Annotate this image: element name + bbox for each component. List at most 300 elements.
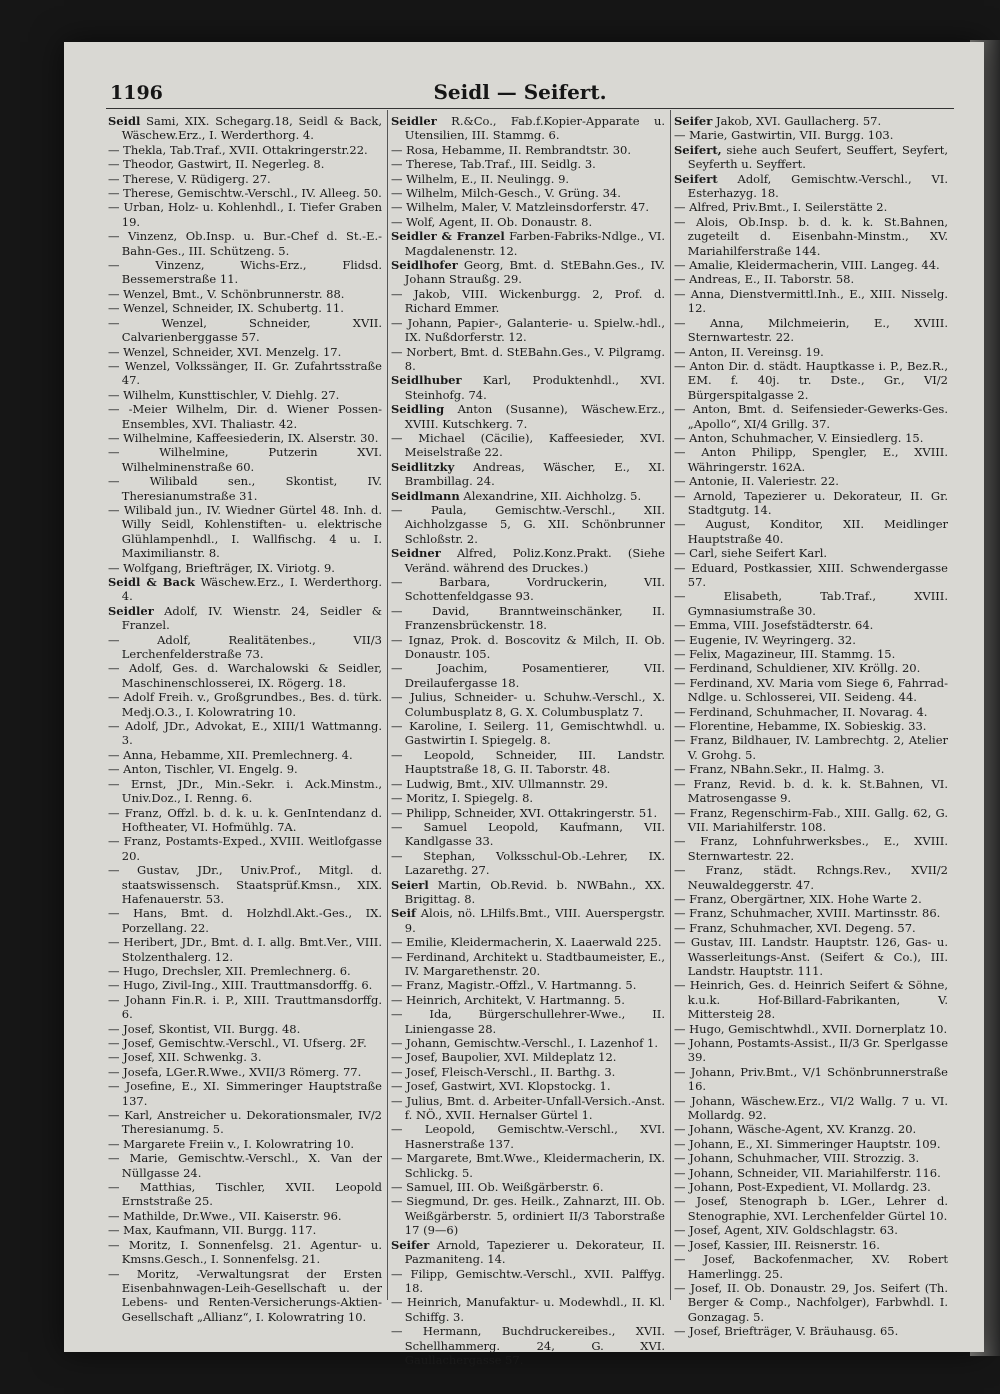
entry-text: — Andreas, E., II. Taborstr. 58.: [674, 272, 855, 287]
entry-surname: Seidlhofer: [391, 258, 458, 273]
entry-text: Adolf, IV. Wienstr. 24, Seidler & Franzel.: [121, 603, 383, 633]
column-2: [391, 114, 665, 1367]
entry-text: — Julius, Schneider- u. Schuhw.-Verschl., X. Columbusplatz 8, G. X. Columbusplatz 7.: [391, 690, 665, 719]
directory-entry: [391, 143, 665, 157]
directory-entry: [391, 1079, 665, 1093]
entry-text: — Michael (Cäcilie), Kaffeesieder, XVI. Meiselstraße 22.: [391, 430, 665, 460]
directory-entry: [391, 402, 665, 431]
entry-text: — Anton Dir. d. städt. Hauptkasse i. P., Bez.R., EM. f. 40j. tr. Dste., Gr., VI/2 Bürgerspitalgasse 2.: [674, 358, 948, 402]
entry-text: — Max, Kaufmann, VII. Burgg. 117.: [108, 1223, 317, 1238]
directory-entry: [674, 1223, 948, 1237]
entry-text: Alfred, Poliz.Konz.Prakt. (Siehe Veränd. während des Druckes.): [404, 546, 665, 575]
entry-text: — Wenzel, Bmt., V. Schönbrunnerstr. 88.: [108, 286, 345, 301]
entry-text: — Therese, Tab.Traf., III. Seidlg. 3.: [391, 157, 596, 172]
directory-entry: [391, 806, 665, 820]
entry-text: — Johann, Papier-, Galanterie- u. Spielw.-hdl., IX. Nußdorferstr. 12.: [391, 315, 665, 345]
directory-entry: [391, 748, 665, 777]
directory-entry: [674, 517, 948, 546]
entry-text: — Josef, Gemischtw.-Verschl., VI. Ufserg. 2F.: [108, 1036, 367, 1050]
directory-entry: [391, 287, 665, 316]
entry-text: — Hugo, Drechsler, XII. Premlechnerg. 6.: [108, 963, 351, 978]
entry-text: — Anton, II. Vereinsg. 19.: [674, 344, 824, 359]
entry-surname: Seidner: [391, 546, 441, 561]
directory-entry: [674, 863, 948, 892]
entry-text: — Filipp, Gemischtw.-Verschl., XVII. Palffyg. 18.: [391, 1266, 665, 1295]
column-1: [108, 114, 382, 1324]
entry-text: — Johann, Postamts-Assist., II/3 Gr. Sperlgasse 39.: [674, 1036, 948, 1065]
entry-text: — Johann, Schuhmacher, VIII. Strozzig. 3.: [674, 1151, 920, 1166]
entry-text: — Wilhelm, Kunsttischler, V. Diehlg. 27.: [108, 387, 340, 402]
entry-text: — Julius, Bmt. d. Arbeiter-Unfall-Versich.-Anst. f. NÖ., XVII. Hernalser Gürtel 1.: [391, 1093, 665, 1123]
entry-text: — Anna, Milchmeierin, E., XVIII. Sternwartestr. 22.: [674, 315, 948, 345]
entry-text: Adolf, Gemischtw.-Verschl., VI. Esterhazyg. 18.: [687, 171, 948, 201]
entry-surname: Seifert: [674, 171, 718, 186]
entry-text: — Ignaz, Prok. d. Boscovitz & Milch, II. Ob. Donaustr. 105.: [391, 632, 665, 662]
directory-entry: [108, 258, 382, 287]
directory-entry: [391, 1122, 665, 1151]
entry-surname: Seif: [391, 906, 416, 921]
entry-text: Alois, nö. LHilfs.Bmt., VIII. Auerspergstr. 9.: [404, 906, 665, 935]
directory-entry: [391, 661, 665, 690]
directory-entry: [674, 978, 948, 1021]
entry-text: — Johann, Gemischtw.-Verschl., I. Lazenhof 1.: [391, 1036, 658, 1050]
entry-text: — Anton Philipp, Spengler, E., XVIII. Währingerstr. 162A.: [674, 445, 948, 474]
column-3: [674, 114, 948, 1339]
directory-entry: [108, 575, 382, 604]
directory-entry: [108, 1108, 382, 1137]
directory-entry: [674, 1036, 948, 1065]
directory-entry: [108, 114, 382, 143]
directory-entry: [108, 604, 382, 633]
directory-entry: [391, 258, 665, 287]
directory-entry: [391, 604, 665, 633]
entry-text: — Franz, Lohnfuhrwerksbes., E., XVIII. Sternwartestr. 22.: [674, 834, 948, 863]
directory-entry: [108, 431, 382, 445]
directory-entry: [108, 834, 382, 863]
directory-entry: [674, 1252, 948, 1281]
column-divider: [670, 110, 671, 1300]
entry-text: Jakob, XVI. Gaullacherg. 57.: [715, 114, 882, 128]
entry-text: Alexandrine, XII. Aichholzg. 5.: [463, 488, 642, 503]
entry-text: — Hugo, Zivil-Ing., XIII. Trauttmansdorffg. 6.: [108, 978, 373, 993]
directory-entry: [674, 561, 948, 590]
directory-entry: [674, 589, 948, 618]
directory-entry: [108, 806, 382, 835]
entry-text: — Moritz, I. Spiegelg. 8.: [391, 791, 534, 806]
entry-text: — Theodor, Gastwirt, II. Negerleg. 8.: [108, 157, 325, 172]
entry-text: — Philipp, Schneider, XVI. Ottakringerstr. 51.: [391, 805, 658, 820]
directory-entry: [108, 1267, 382, 1325]
entry-text: — Johann, Wäsche-Agent, XV. Kranzg. 20.: [674, 1122, 917, 1137]
directory-entry: [108, 1036, 382, 1050]
entry-text: — Josef, Gastwirt, XVI. Klopstockg. 1.: [391, 1079, 611, 1094]
directory-entry: [108, 777, 382, 806]
entry-text: — Heribert, JDr., Bmt. d. I. allg. Bmt.Ver., VIII. Stolzenthalerg. 12.: [108, 935, 382, 964]
entry-text: — Ferdinand, Schuldiener, XIV. Kröllg. 20.: [674, 661, 921, 676]
entry-text: — Rosa, Hebamme, II. Rembrandtstr. 30.: [391, 142, 632, 157]
entry-text: Sami, XIX. Schegarg.18, Seidl & Back, Wäschew.Erz., I. Werderthorg. 4.: [121, 114, 382, 143]
directory-entry: [391, 878, 665, 907]
entry-text: — Felix, Magazineur, III. Stammg. 15.: [674, 647, 896, 662]
directory-entry: [108, 633, 382, 662]
entry-text: — Hans, Bmt. d. Holzhdl.Akt.-Ges., IX. Porzellang. 22.: [108, 906, 382, 935]
entry-text: — Marie, Gemischtw.-Verschl., X. Van der Nüllgasse 24.: [108, 1151, 382, 1180]
directory-entry: [391, 1151, 665, 1180]
entry-text: Martin, Ob.Revid. b. NWBahn., XX. Brigittag. 8.: [404, 877, 665, 906]
entry-text: — Adolf, Realitätenbes., VII/3 Lerchenfelderstraße 73.: [108, 632, 382, 662]
entry-text: — Franz, Postamts-Exped., XVIII. Weitlofgasse 20.: [108, 834, 382, 863]
entry-text: — -Meier Wilhelm, Dir. d. Wiener Possen-Ensembles, XVI. Thaliastr. 42.: [108, 402, 382, 431]
directory-entry: [108, 906, 382, 935]
directory-entry: [674, 806, 948, 835]
directory-entry: [391, 316, 665, 345]
entry-text: — Therese, V. Rüdigerg. 27.: [108, 171, 271, 186]
entry-text: — Josef, Agent, XIV. Goldschlagstr. 63.: [674, 1223, 898, 1238]
entry-text: — Franz, Schuhmacher, XVIII. Martinsstr. 86.: [674, 906, 941, 921]
entry-text: — Hermann, Buchdruckereibes., XVII. Schellhammerg. 24, G. XVI. Gaullachergasse 57.: [391, 1324, 665, 1367]
entry-surname: Seidler: [391, 114, 437, 128]
directory-entry: [108, 503, 382, 561]
directory-entry: [391, 1295, 665, 1324]
directory-entry: [108, 1223, 382, 1237]
entry-text: — Anton, Tischler, VI. Engelg. 9.: [108, 762, 298, 777]
entry-text: — Paula, Gemischtw.-Verschl., XII. Aichholzgasse 5, G. XII. Schönbrunner Schloßstr. 2.: [391, 502, 665, 546]
entry-text: Arnold, Tapezierer u. Dekorateur, II. Pazmaniteng. 14.: [404, 1237, 666, 1267]
directory-entry: [674, 258, 948, 272]
directory-entry: [391, 575, 665, 604]
entry-text: — Wenzel, Volkssänger, II. Gr. Zufahrtsstraße 47.: [108, 358, 382, 388]
directory-entry: [674, 402, 948, 431]
directory-entry: [674, 935, 948, 978]
entry-text: Andreas, Wäscher, E., XI. Brambillag. 24.: [404, 459, 666, 489]
entry-surname: Seidling: [391, 402, 445, 417]
directory-entry: [674, 892, 948, 906]
entry-text: — Emma, VIII. Josefstädterstr. 64.: [674, 618, 874, 633]
directory-entry: [108, 661, 382, 690]
directory-entry: [674, 1065, 948, 1094]
directory-entry: [674, 618, 948, 632]
entry-text: — Anton, Bmt. d. Seifensieder-Gewerks-Ges. „Apollo“, XI/4 Grillg. 37.: [674, 402, 948, 431]
entry-text: — Jakob, VIII. Wickenburgg. 2, Prof. d. Richard Emmer.: [391, 286, 665, 316]
directory-entry: [108, 388, 382, 402]
directory-entry: [391, 460, 665, 489]
entry-surname: Seidlmann: [391, 488, 460, 503]
entry-text: — Karoline, I. Seilerg. 11, Gemischtwhdl. u. Gastwirtin I. Spiegelg. 8.: [391, 719, 665, 748]
entry-surname: Seifert,: [674, 142, 722, 157]
entry-text: — Marie, Gastwirtin, VII. Burgg. 103.: [674, 128, 894, 143]
entry-surname: Seidl & Back: [108, 575, 195, 589]
entry-text: — Ferdinand, Schuhmacher, II. Novarag. 4.: [674, 704, 928, 719]
entry-text: — Ernst, JDr., Min.-Sekr. i. Ack.Minstm., Univ.Doz., I. Renng. 6.: [108, 776, 382, 806]
entry-text: — Ferdinand, XV. Maria vom Siege 6, Fahrrad-Ndlge. u. Schlosserei, VII. Seideng. 44.: [674, 675, 948, 705]
directory-entry: [108, 935, 382, 964]
directory-entry: [674, 1194, 948, 1223]
entry-text: — Adolf Freih. v., Großgrundbes., Bes. d. türk. Medj.O.3., I. Kolowratring 10.: [108, 690, 382, 719]
entry-text: — Barbara, Vordruckerin, VII. Schottenfeldgasse 93.: [391, 575, 665, 604]
entry-surname: Seierl: [391, 877, 429, 892]
entry-text: — Anna, Hebamme, XII. Premlechnerg. 4.: [108, 747, 353, 762]
entry-text: — Josef, II. Ob. Donaustr. 29, Jos. Seifert (Th. Berger & Comp., Nachfolger), Farbwhdl. I. Gonzagag. 5.: [674, 1280, 948, 1324]
entry-text: — Urban, Holz- u. Kohlenhdl., I. Tiefer Graben 19.: [108, 200, 382, 229]
directory-entry: [108, 1137, 382, 1151]
directory-entry: [674, 1137, 948, 1151]
directory-entry: [391, 1194, 665, 1237]
directory-entry: [108, 1065, 382, 1079]
entry-text: — Johann, Post-Expedient, VI. Mollardg. 23.: [674, 1180, 931, 1195]
entry-text: — Franz, städt. Rchngs.Rev., XVII/2 Neuwaldeggerstr. 47.: [674, 863, 948, 892]
entry-text: — Franz, Offzl. b. d. k. u. k. GenIntendanz d. Hoftheater, VI. Hofmühlg. 7A.: [108, 805, 382, 834]
entry-text: — Franz, Schuhmacher, XVI. Degeng. 57.: [674, 920, 916, 935]
entry-text: — Gustav, JDr., Univ.Prof., Mitgl. d. staatswissensch. Staatsprüf.Kmsn., XIX. Hafenauerstr. 53.: [108, 863, 382, 906]
entry-text: — Franz, Regenschirm-Fab., XIII. Gallg. 62, G. VII. Mariahilferstr. 108.: [674, 805, 948, 834]
entry-text: — Antonie, II. Valeriestr. 22.: [674, 474, 839, 489]
directory-entry: [391, 1180, 665, 1194]
directory-entry: [674, 921, 948, 935]
entry-text: — Alfred, Priv.Bmt., I. Seilerstätte 2.: [674, 200, 888, 215]
directory-entry: [674, 705, 948, 719]
directory-entry: [391, 114, 665, 143]
directory-entry: [391, 777, 665, 791]
directory-entry: [391, 1238, 665, 1267]
directory-entry: [391, 906, 665, 935]
entry-text: — Johann, Wäschew.Erz., VI/2 Wallg. 7 u. VI. Mollardg. 92.: [674, 1093, 948, 1123]
entry-text: — Hugo, Gemischtwhdl., XVII. Dornerplatz 10.: [674, 1021, 948, 1036]
entry-text: — Josef, Skontist, VII. Burgg. 48.: [108, 1021, 301, 1036]
entry-text: — Josef, Briefträger, V. Bräuhausg. 65.: [674, 1324, 899, 1339]
directory-entry: [674, 359, 948, 402]
directory-entry: [391, 719, 665, 748]
entry-text: Farben-Fabriks-Ndlge., VI. Magdalenenstr. 12.: [404, 229, 666, 258]
entry-text: — Margarete, Bmt.Wwe., Kleidermacherin, IX. Schlickg. 5.: [391, 1151, 665, 1180]
directory-entry: [391, 1065, 665, 1079]
entry-text: — Eugenie, IV. Weyringerg. 32.: [674, 632, 856, 647]
directory-entry: [391, 791, 665, 805]
directory-entry: [674, 489, 948, 518]
directory-entry: [391, 345, 665, 374]
directory-entry: [674, 287, 948, 316]
page-number: 1196: [110, 82, 163, 104]
entry-text: — Leopold, Schneider, III. Landstr. Hauptstraße 18, G. II. Taborstr. 48.: [391, 747, 665, 777]
entry-text: — Franz, Magistr.-Offzl., V. Hartmanng. 5.: [391, 978, 637, 993]
entry-surname: Seidler & Franzel: [391, 229, 505, 244]
entry-text: — Thekla, Tab.Traf., XVII. Ottakringerstr.22.: [108, 142, 368, 157]
entry-text: — Franz, Obergärtner, XIX. Hohe Warte 2.: [674, 891, 922, 906]
directory-entry: [674, 474, 948, 488]
entry-text: — Heinrich, Manufaktur- u. Modewhdl., II. Kl. Schiffg. 3.: [391, 1295, 665, 1324]
directory-entry: [674, 316, 948, 345]
entry-text: — Wilhelm, E., II. Neulingg. 9.: [391, 171, 570, 186]
directory-entry: [108, 978, 382, 992]
entry-text: — Josef, Stenograph b. LGer., Lehrer d. Stenographie, XVI. Lerchenfelder Gürtel 10.: [674, 1194, 948, 1223]
entry-text: — Carl, siehe Seifert Karl.: [674, 546, 828, 561]
directory-entry: [108, 316, 382, 345]
directory-entry: [391, 935, 665, 949]
directory-entry: [108, 143, 382, 157]
directory-entry: [674, 834, 948, 863]
directory-entry: [674, 906, 948, 920]
column-divider: [387, 110, 388, 1300]
entry-surname: Seidl: [108, 114, 141, 128]
entry-text: — Emilie, Kleidermacherin, X. Laaerwald 225.: [391, 935, 662, 950]
entry-text: Georg, Bmt. d. StEBahn.Ges., IV. Johann Straußg. 29.: [404, 258, 665, 287]
entry-text: — Siegmund, Dr. ges. Heilk., Zahnarzt, III. Ob. Weißgärberstr. 5, ordiniert II/3 Taborstraße 17 (9—6): [391, 1194, 665, 1238]
entry-text: — Stephan, Volksschul-Ob.-Lehrer, IX. Lazarethg. 27.: [391, 848, 665, 878]
directory-entry: [391, 489, 665, 503]
entry-text: — Vinzenz, Wichs-Erz., Flidsd. Bessemerstraße 11.: [108, 258, 382, 287]
directory-entry: [391, 157, 665, 171]
directory-entry: [108, 561, 382, 575]
entry-text: — Wilhelmine, Kaffeesiederin, IX. Alserstr. 30.: [108, 430, 379, 445]
entry-text: — Samuel, III. Ob. Weißgärberstr. 6.: [391, 1180, 604, 1195]
directory-entry: [391, 1267, 665, 1296]
entry-text: — Wilhelm, Milch-Gesch., V. Grüng. 34.: [391, 186, 621, 201]
directory-entry: [108, 748, 382, 762]
directory-entry: [391, 431, 665, 460]
entry-text: — Franz, NBahn.Sekr., II. Halmg. 3.: [674, 762, 885, 777]
directory-entry: [674, 1281, 948, 1324]
directory-entry: [391, 546, 665, 575]
directory-entry: [674, 445, 948, 474]
entry-text: — Heinrich, Architekt, V. Hartmanng. 5.: [391, 992, 625, 1007]
entry-text: — Johann Fin.R. i. P., XIII. Trauttmansdorffg. 6.: [108, 992, 382, 1022]
directory-entry: [674, 1238, 948, 1252]
entry-text: — Heinrich, Ges. d. Heinrich Seifert & Söhne, k.u.k. Hof-Billard-Fabrikanten, V. Mittersteig 28.: [674, 978, 948, 1022]
directory-entry: [674, 719, 948, 733]
entry-surname: Seifer: [674, 114, 713, 128]
entry-text: — Wenzel, Schneider, IX. Schubertg. 11.: [108, 301, 344, 316]
entry-text: — Eduard, Postkassier, XIII. Schwendergasse 57.: [674, 560, 948, 589]
entry-text: — Vinzenz, Ob.Insp. u. Bur.-Chef d. St.-E.-Bahn-Ges., III. Schützeng. 5.: [108, 229, 382, 258]
directory-entry: [391, 172, 665, 186]
entry-text: — Gustav, III. Landstr. Hauptstr. 126, Gas- u. Wasserleitungs-Anst. (Seifert & Co.), III. Landstr. Hauptstr. 111.: [674, 935, 948, 978]
directory-entry: [108, 445, 382, 474]
entry-text: Wäschew.Erz., I. Werderthorg. 4.: [121, 575, 383, 604]
entry-text: — Josef, XII. Schwenkg. 3.: [108, 1050, 262, 1065]
entry-text: — Wilibald jun., IV. Wiedner Gürtel 48. Inh. d. Willy Seidl, Kohlenstiften- u. elektrische Glühlampenhdl., I. Wallfischg. 4 u. I. Maximilianstr. 8.: [108, 502, 382, 561]
directory-entry: [108, 301, 382, 315]
directory-entry: [108, 1050, 382, 1064]
directory-entry: [108, 200, 382, 229]
entry-text: — Matthias, Tischler, XVII. Leopold Ernststraße 25.: [108, 1180, 382, 1209]
entry-text: — Alois, Ob.Insp. b. d. k. k. St.Bahnen, zugeteilt d. Eisenbahn-Minstm., XV. Mariahilferstraße 144.: [674, 214, 948, 258]
directory-entry: [108, 359, 382, 388]
entry-surname: Seidlitzky: [391, 459, 455, 474]
directory-entry: [674, 431, 948, 445]
entry-text: — Ida, Bürgerschullehrer-Wwe., II. Liniengasse 28.: [391, 1007, 665, 1036]
entry-text: — Karl, Anstreicher u. Dekorationsmaler, IV/2 Theresianumg. 5.: [108, 1108, 382, 1137]
entry-text: — Wenzel, Schneider, XVII. Calvarienberggasse 57.: [108, 315, 382, 345]
entry-text: — Wolf, Agent, II. Ob. Donaustr. 8.: [391, 214, 593, 229]
entry-text: — Florentine, Hebamme, IX. Sobieskig. 33.: [674, 719, 927, 734]
entry-text: — Arnold, Tapezierer u. Dekorateur, II. Gr. Stadtgutg. 14.: [674, 488, 948, 517]
directory-entry: [674, 114, 948, 128]
directory-entry: [108, 229, 382, 258]
entry-text: — Moritz, I. Sonnenfelsg. 21. Agentur- u. Kmsns.Gesch., I. Sonnenfelsg. 21.: [108, 1237, 382, 1267]
directory-entry: [108, 1238, 382, 1267]
entry-text: — Wilibald sen., Skontist, IV. Theresianumstraße 31.: [108, 474, 382, 503]
directory-entry: [391, 215, 665, 229]
directory-entry: [674, 345, 948, 359]
directory-entry: [674, 1324, 948, 1338]
directory-entry: [108, 172, 382, 186]
directory-entry: [391, 229, 665, 258]
directory-entry: [391, 1050, 665, 1064]
entry-text: — Elisabeth, Tab.Traf., XVIII. Gymnasiumstraße 30.: [674, 589, 948, 618]
entry-text: — Josefa, LGer.R.Wwe., XVII/3 Römerg. 77.: [108, 1064, 362, 1079]
entry-text: — Moritz, -Verwaltungsrat der Ersten Eisenbahnwagen-Leih-Gesellschaft u. der Lebens- und Renten-Versicherungs-Aktien-Gesellschaft „Allianz“, I. Kolowratring 10.: [108, 1266, 382, 1324]
entry-text: — August, Konditor, XII. Meidlinger Hauptstraße 40.: [674, 517, 948, 546]
entry-text: — Josefine, E., XI. Simmeringer Hauptstraße 137.: [108, 1079, 382, 1108]
directory-entry: [674, 733, 948, 762]
directory-entry: [391, 633, 665, 662]
directory-entry: [391, 186, 665, 200]
directory-entry: [108, 287, 382, 301]
entry-text: — Johann, Schneider, VII. Mariahilferstr. 116.: [674, 1165, 941, 1180]
directory-entry: [391, 950, 665, 979]
directory-entry: [391, 690, 665, 719]
entry-surname: Seidlhuber: [391, 373, 462, 388]
directory-entry: [108, 1022, 382, 1036]
entry-text: — Amalie, Kleidermacherin, VIII. Langeg. 44.: [674, 258, 940, 273]
entry-text: R.&Co., Fab.f.Kopier-Apparate u. Utensilien, III. Stammg. 6.: [404, 114, 666, 143]
entry-text: — Franz, Bildhauer, IV. Lambrechtg. 2, Atelier V. Grohg. 5.: [674, 733, 948, 762]
entry-text: — David, Branntweinschänker, II. Franzensbrückenstr. 18.: [391, 603, 665, 633]
directory-entry: [674, 1122, 948, 1136]
header-rule: [106, 108, 954, 109]
directory-entry: [108, 345, 382, 359]
entry-text: — Johann, Priv.Bmt., V/1 Schönbrunnerstraße 16.: [674, 1064, 948, 1094]
entry-text: — Ludwig, Bmt., XIV. Ullmannstr. 29.: [391, 776, 609, 791]
directory-entry: [391, 1036, 665, 1050]
directory-entry: [391, 200, 665, 214]
directory-entry: [391, 993, 665, 1007]
directory-entry: [674, 1094, 948, 1123]
directory-entry: [674, 272, 948, 286]
directory-entry: [391, 849, 665, 878]
entry-text: Karl, Produktenhdl., XVI. Steinhofg. 74.: [404, 373, 666, 402]
directory-entry: [674, 1022, 948, 1036]
entry-text: siehe auch Seufert, Seuffert, Seyfert, Seyferth u. Seyffert.: [687, 142, 948, 172]
directory-entry: [674, 215, 948, 258]
directory-entry: [674, 128, 948, 142]
entry-text: — Norbert, Bmt. d. StEBahn.Ges., V. Pilgramg. 8.: [391, 344, 665, 373]
entry-text: — Ferdinand, Architekt u. Stadtbaumeister, E., IV. Margarethenstr. 20.: [391, 949, 665, 978]
directory-entry: [674, 1180, 948, 1194]
entry-text: — Adolf, JDr., Advokat, E., XIII/1 Wattmanng. 3.: [108, 719, 382, 748]
directory-entry: [674, 546, 948, 560]
directory-entry: [674, 143, 948, 172]
directory-entry: [108, 186, 382, 200]
entry-text: — Wenzel, Schneider, XVI. Menzelg. 17.: [108, 344, 342, 359]
directory-entry: [108, 863, 382, 906]
entry-text: — Adolf, Ges. d. Warchalowski & Seidler, Maschinenschlosserei, IX. Rögerg. 18.: [108, 661, 382, 690]
directory-entry: [674, 661, 948, 675]
entry-text: — Joachim, Posamentierer, VII. Dreilaufergasse 18.: [391, 661, 665, 690]
directory-entry: [674, 200, 948, 214]
entry-text: — Josef, Fleisch-Verschl., II. Barthg. 3.: [391, 1064, 616, 1079]
entry-text: — Wilhelmine, Putzerin XVI. Wilhelminenstraße 60.: [108, 445, 382, 474]
entry-surname: Seidler: [108, 603, 154, 618]
entry-text: — Wolfgang, Briefträger, IX. Viriotg. 9.: [108, 560, 335, 575]
directory-entry: [674, 172, 948, 201]
entry-text: Anton (Susanne), Wäschew.Erz., XVIII. Kutschkerg. 7.: [404, 402, 665, 431]
directory-entry: [108, 964, 382, 978]
entry-text: — Johann, E., XI. Simmeringer Hauptstr. 109.: [674, 1136, 941, 1151]
entry-surname: Seifer: [391, 1237, 430, 1252]
entry-text: — Anna, Dienstvermittl.Inh., E., XIII. Nisselg. 12.: [674, 286, 948, 316]
directory-entry: [108, 1151, 382, 1180]
running-header: Seidl — Seifert.: [433, 80, 607, 104]
